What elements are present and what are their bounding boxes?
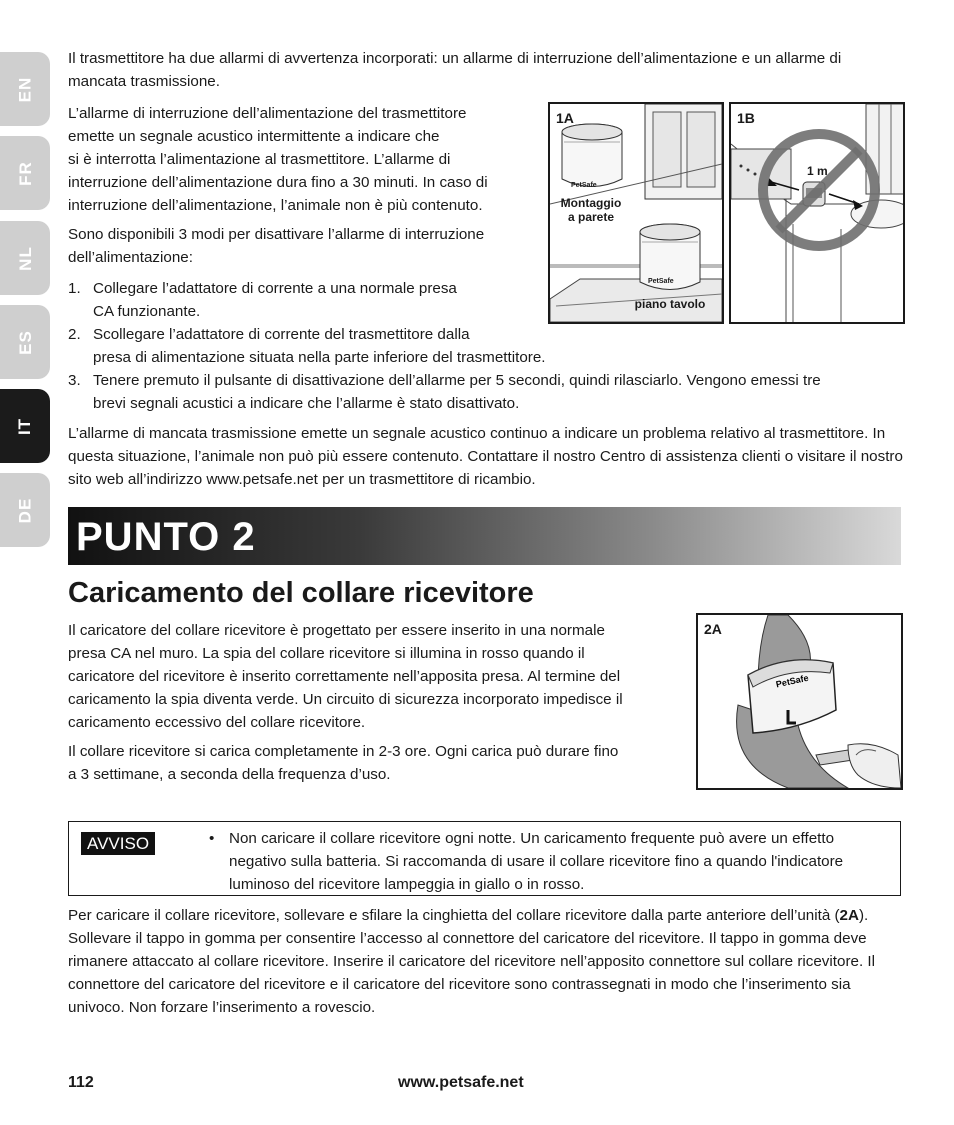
caption-line: Montaggio — [560, 196, 622, 210]
text-line: presa CA nel muro. La spia del collare ricevitore si illumina in rosso quando il — [68, 645, 585, 662]
text-line: caricamento eccessivo del collare ricevitore. — [68, 714, 366, 731]
tab-de[interactable] — [0, 473, 50, 547]
text-line: caricatore del ricevitore è inserito correttamente nell’apposita presa. Al termine del — [68, 668, 621, 685]
section-title: Caricamento del collare ricevitore — [68, 577, 534, 609]
step-number: 1. — [68, 280, 81, 297]
step-banner — [68, 507, 901, 565]
text-line: interruzione dell’alimentazione dura fino a 30 minuti. In caso di — [68, 174, 488, 191]
text-line: presa di alimentazione situata nella parte inferiore del trasmettitore. — [93, 349, 546, 366]
caption-table: piano tavolo — [634, 297, 706, 311]
list-item — [68, 323, 903, 369]
figure-2a — [696, 613, 903, 790]
text-line: Sono disponibili 3 modi per disattivare l’allarme di interruzione — [68, 226, 485, 243]
transmission-alarm-paragraph: L’allarme di mancata trasmissione emette un segnale acustico continuo a indicare un problema relativo al trasmettitore. In questa situazione, l’animale non può più essere contenuto. Contattare il nostro Centro di assistenza clienti o visitare il nostro sito web all’indirizzo www.petsafe.net per un trasmettitore di ricambio. — [68, 425, 903, 488]
text-line: Collegare l’adattatore di corrente a una normale presa — [93, 280, 457, 297]
figure-label: 2A — [704, 621, 722, 637]
charging-instructions — [68, 904, 893, 1019]
list-item — [68, 369, 903, 415]
warning-text: Non caricare il collare ricevitore ogni notte. Un caricamento frequente può avere un effetto negativo sulla batteria. Si raccomanda di usare il collare ricevitore fino a quando l'indicatore luminoso del ricevitore lampeggia in giallo o in rosso. — [229, 830, 844, 893]
caption-wall-mount — [552, 196, 630, 224]
website-link[interactable]: www.petsafe.net — [398, 1074, 524, 1091]
tab-label: EN — [15, 76, 35, 102]
text-line: a 3 settimane, a seconda della frequenza d’uso. — [68, 766, 391, 783]
step-title: PUNTO 2 — [76, 515, 256, 559]
text-line: dell’alimentazione: — [68, 249, 193, 266]
svg-text:PetSafe: PetSafe — [775, 672, 810, 690]
text-line: brevi segnali acustici a indicare che l’allarme è stato disattivato. — [93, 395, 520, 412]
figure-label: 1A — [556, 110, 574, 126]
figure-reference: 2A — [839, 907, 859, 924]
disable-modes-paragraph — [68, 223, 538, 269]
text-line: CA funzionante. — [93, 303, 201, 320]
text-line: L’allarme di interruzione dell’alimentazione del trasmettitore — [68, 105, 467, 122]
step-number: 3. — [68, 372, 81, 389]
intro-paragraph: Il trasmettitore ha due allarmi di avvertenza incorporati: un allarme di interruzione dell’alimentazione e un allarme di mancata trasmissione. — [68, 50, 842, 90]
text-run: Per caricare il collare ricevitore, sollevare e sfilare la cinghietta del collare ricevitore dalla parte anteriore dell’unità ( — [68, 907, 840, 924]
text-line: Scollegare l’adattatore di corrente del trasmettitore dalla — [93, 326, 470, 343]
power-alarm-paragraph — [68, 102, 538, 217]
page-number: 112 — [68, 1074, 94, 1091]
text-line: emette un segnale acustico intermittente a indicare che — [68, 128, 440, 145]
step-number: 2. — [68, 326, 81, 343]
tab-label: FR — [15, 160, 35, 186]
distance-label: 1 m — [807, 164, 828, 178]
charger-paragraph — [68, 619, 683, 734]
warning-box — [68, 821, 901, 896]
tab-label: NL — [15, 245, 35, 271]
figure-1b — [729, 102, 905, 324]
tab-nl[interactable] — [0, 221, 50, 295]
tab-label: DE — [15, 497, 35, 523]
tab-es[interactable] — [0, 305, 50, 379]
tab-label: IT — [15, 417, 35, 435]
figure-2a-illustration — [698, 615, 901, 788]
tab-label: ES — [15, 329, 35, 355]
tab-it[interactable] — [0, 389, 50, 463]
text-run: ). Sollevare il tappo in gomma per consentire l’accesso al connettore del caricatore del ricevitore. Il tappo in gomma deve rimanere attaccato al collare ricevitore. Inserire il caricatore del ricevitore nell’apposito connettore sul collare ricevitore. Il connettore del caricatore del ricevitore e il caricatore del ricevitore sono contrassegnati in modo che l’inserimento sia univoco. Non forzare l’inserimento a rovescio. — [68, 907, 875, 1016]
tab-en[interactable] — [0, 52, 50, 126]
text-line: Il collare ricevitore si carica completamente in 2-3 ore. Ogni carica può durare fino — [68, 743, 619, 760]
figure-label: 1B — [737, 110, 755, 126]
text-line: Il caricatore del collare ricevitore è progettato per essere inserito in una normale — [68, 622, 605, 639]
text-line: interruzione dell’alimentazione, l’animale non è più contenuto. — [68, 197, 483, 214]
tab-fr[interactable] — [0, 136, 50, 210]
figure-1b-illustration — [731, 104, 903, 322]
bullet: • — [209, 830, 215, 847]
figure-1a — [548, 102, 724, 324]
device-logo: PetSafe — [648, 278, 674, 285]
warning-label: AVVISO — [81, 832, 155, 855]
charge-duration-paragraph — [68, 740, 683, 786]
text-line: caricamento la spia diventa verde. Un circuito di sicurezza incorporato impedisce il — [68, 691, 623, 708]
transmitter-icon — [562, 124, 622, 187]
caption-line: a parete — [567, 210, 615, 224]
text-line: si è interrotta l’alimentazione al trasmettitore. L’allarme di — [68, 151, 451, 168]
text-line: Tenere premuto il pulsante di disattivazione dell’allarme per 5 secondi, quindi rilasciarlo. Vengono emessi tre — [93, 372, 821, 389]
device-logo: PetSafe — [571, 182, 597, 189]
